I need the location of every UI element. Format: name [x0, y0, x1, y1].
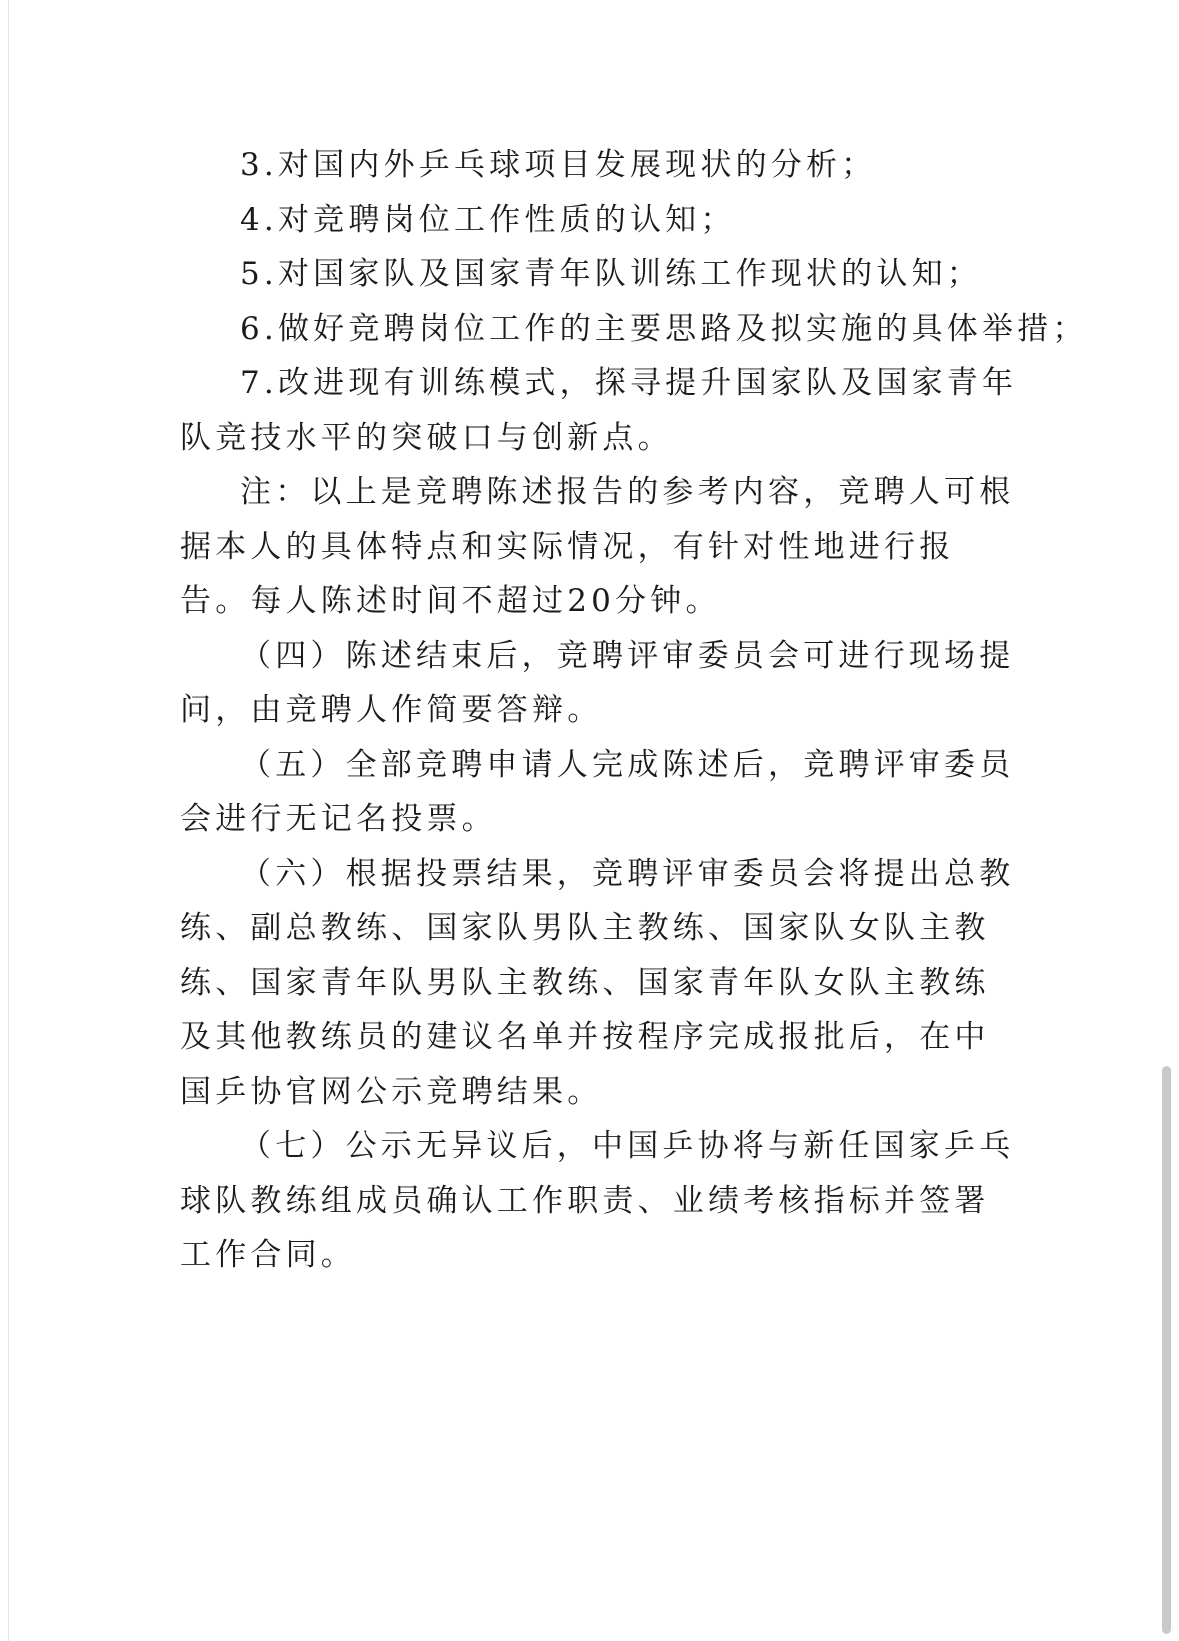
paragraph-section-7: （七）公示无异议后，中国乒协将与新任国家乒乓球队教练组成员确认工作职责、业绩考核指标并签署工作合同。: [180, 1128, 1015, 1273]
paragraph-item-5: 5.对国家队及国家青年队训练工作现状的认知；: [240, 256, 982, 292]
paragraph-item-3: 3.对国内外乒乓球项目发展现状的分析；: [240, 147, 877, 183]
paragraph-item-6: 6.做好竞聘岗位工作的主要思路及拟实施的具体举措；: [240, 310, 1088, 347]
paragraph-note: 注：以上是竞聘陈述报告的参考内容，竞聘人可根据本人的具体特点和实际情况，有针对性地进行报告。每人陈述时间不超过20分钟。: [180, 474, 1015, 619]
paragraph-section-6: （六）根据投票结果，竞聘评审委员会将提出总教练、副总教练、国家队男队主教练、国家队女队主教练、国家青年队男队主教练、国家青年队女队主教练及其他教练员的建议名单并按程序完成报批后，在中国乒协官网公示竞聘结果。: [180, 855, 1015, 1110]
page-edge-line: [8, 0, 9, 1641]
paragraph-section-5: （五）全部竞聘申请人完成陈述后，竞聘评审委员会进行无记名投票。: [180, 746, 1015, 837]
scrollbar-thumb[interactable]: [1162, 1066, 1171, 1634]
paragraph-item-4: 4.对竞聘岗位工作性质的认知；: [240, 201, 736, 238]
paragraph-item-7: 7.改进现有训练模式，探寻提升国家队及国家青年队竞技水平的突破口与创新点。: [180, 365, 1018, 456]
paragraph-section-4: （四）陈述结束后，竞聘评审委员会可进行现场提问，由竞聘人作简要答辩。: [180, 637, 1015, 728]
document-body: [180, 138, 1088, 1283]
